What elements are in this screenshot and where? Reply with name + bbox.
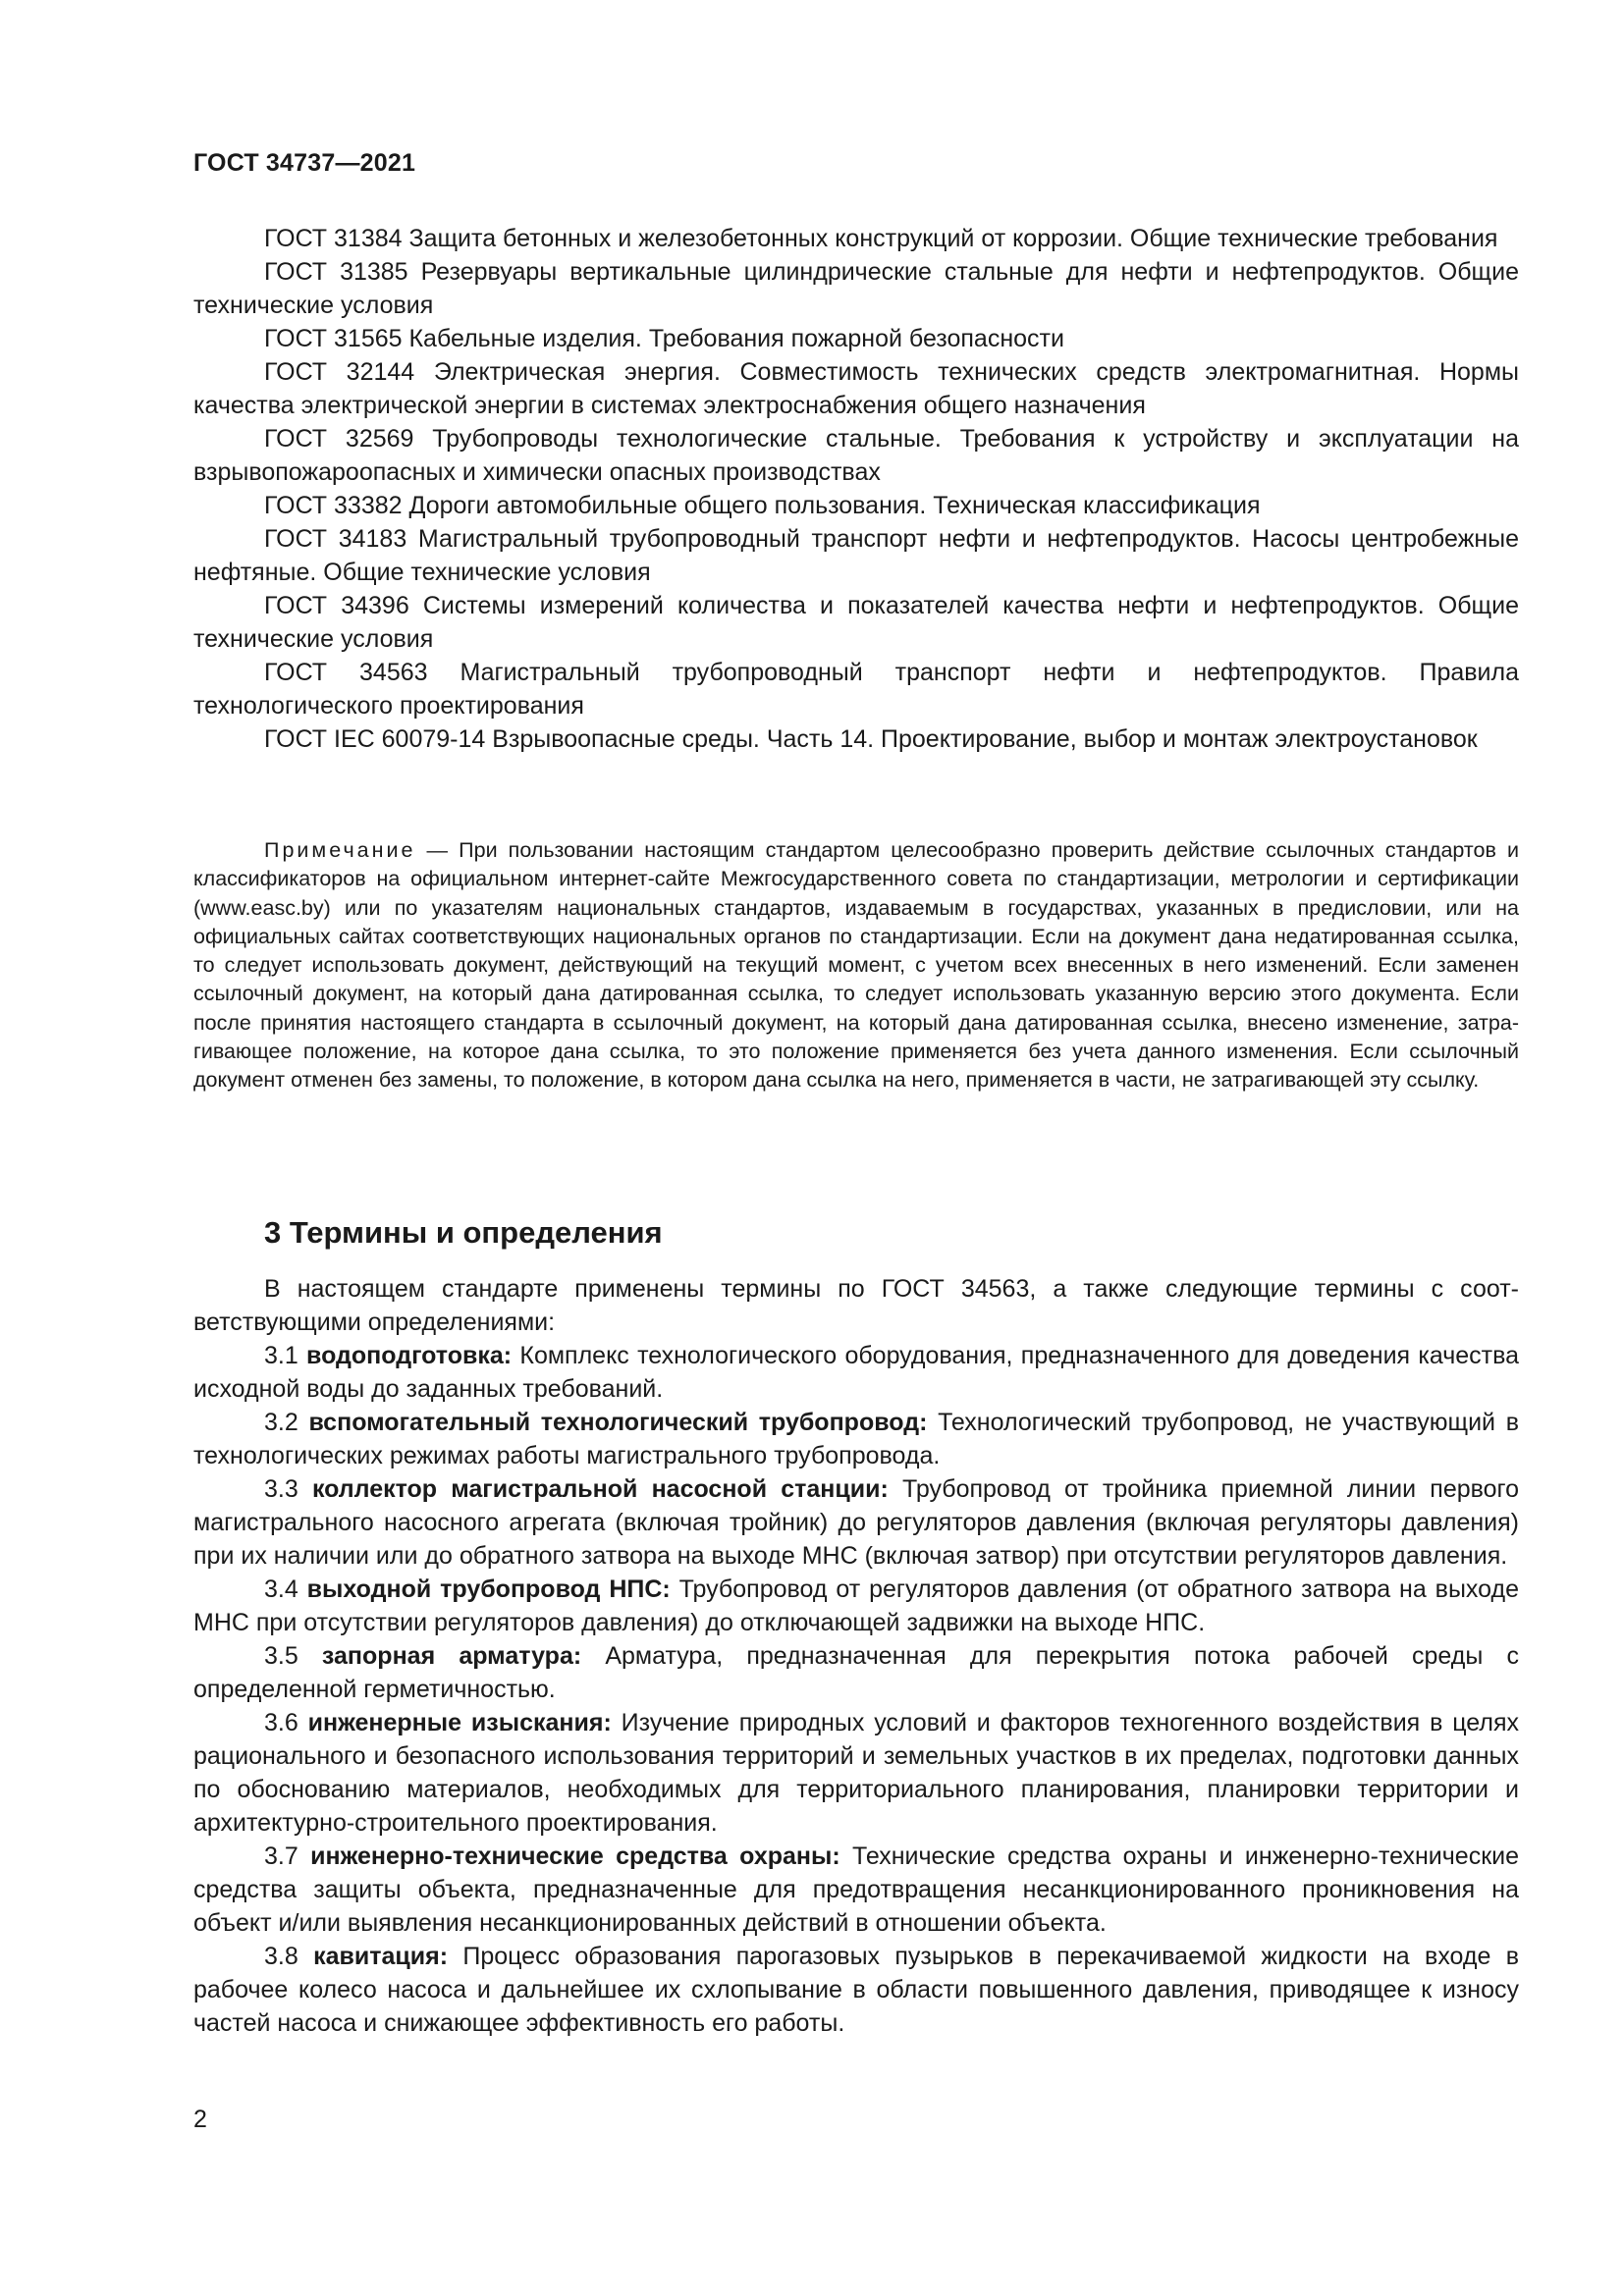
- term-definition: Арматура, предназначенная для перекрытия потока рабочей среды с определенной герметичностью.: [193, 1642, 1520, 1703]
- note-text: При пользовании настоящим стандартом целесообразно проверить действие ссылочных стандартов и классификаторов на официальном интернет-сайте Межгосударственного совета по стандартизации, метрологии и сертификации (www.easc.by) или по указателям национальных стандартов, издаваемым в государствах, указанных в предисловии, или на официальных сайтах соответствующих национальных органов по стандартизации. Если на документ дана недатированная ссылка, то следует использовать документ, действующий на текущий момент, с учетом всех внесенных в него изменений. Если заменен ссылочный документ, на который дана датированная ссылка, то следует использовать указанную версию этого документа. Если после принятия настоящего стандарта в ссылочный документ, на который дана датированная ссылка, внесено изменение, затрагивающее положение, на которое дана ссылка, то это положение применяется без учета данного изменения. Если ссылочный документ отменен без замены, то положение, в котором дана ссылка на него, применяется в части, не затрагивающей эту ссылку.: [193, 838, 1519, 1093]
- note-block: [193, 836, 1519, 1095]
- term-definition: Изучение природных условий и факторов техногенного воздействия в целях рационального и безопасного использования территорий и земельных участков в их пределах, подготовки данных по обоснованию материалов, необходимых для территориального планирования, планировки территории и архитектурно-строительного проектирования.: [193, 1709, 1519, 1837]
- term-name: вспомогательный технологический трубопровод:: [308, 1409, 928, 1436]
- reference-item: ГОСТ IEC 60079-14 Взрывоопасные среды. Часть 14. Проектирование, выбор и монтаж электроустановок: [264, 725, 1478, 753]
- term-definition: Процесс образования парогазовых пузырьков в перекачиваемой жидкости на входе в рабочее колесо насоса и дальнейшее их схлопывание в области повышенного давления, приводящее к износу частей насоса и снижающее эффективность его работы.: [193, 1943, 1519, 2037]
- note-label: Примечание: [264, 838, 416, 862]
- term-number: 3.6: [264, 1709, 308, 1736]
- term-number: 3.3: [264, 1475, 312, 1503]
- term-entry: [193, 1472, 1519, 1573]
- term-entry: [193, 1573, 1519, 1639]
- term-entry: [193, 1339, 1519, 1406]
- normative-references-list: [193, 222, 1519, 756]
- term-name: кавитация:: [313, 1943, 449, 1970]
- note-paragraph: [193, 836, 1519, 1095]
- term-entry: [193, 1706, 1519, 1840]
- reference-item: ГОСТ 31385 Резервуары вертикальные цилиндрические стальные для нефти и нефтепродуктов. Общие технические условия: [193, 258, 1519, 319]
- term-name: запорная арматура:: [321, 1642, 582, 1670]
- reference-item: ГОСТ 32144 Электрическая энергия. Совместимость технических средств электромагнитная. Нормы качества электрической энергии в системах электроснабжения общего назначения: [193, 358, 1519, 419]
- term-definition: Технологический трубопровод, не участвующий в технологических режимах работы магистрального трубопровода.: [193, 1409, 1519, 1469]
- term-number: 3.5: [264, 1642, 322, 1670]
- reference-item: ГОСТ 32569 Трубопроводы технологические стальные. Требования к устройству и эксплуатации на взрывопожароопасных и химически опасных производствах: [193, 425, 1519, 486]
- term-entry: [193, 1940, 1519, 2040]
- section-title: 3 Термины и определения: [264, 1215, 663, 1250]
- term-name: выходной трубопровод НПС:: [306, 1575, 671, 1603]
- term-name: инженерные изыскания:: [307, 1709, 612, 1736]
- term-name: водоподготовка:: [306, 1342, 513, 1369]
- term-entry: [193, 1840, 1519, 1940]
- term-definition: Технические средства охраны и инженерно-технические средства защиты объекта, предназначенные для предотвращения несанкционированного проникновения на объект и/или выявления несанкционированных действий в отношении объекта.: [193, 1842, 1519, 1937]
- section-intro: В настоящем стандарте применены термины по ГОСТ 34563, а также следующие термины с соответствующими определениями:: [193, 1275, 1519, 1336]
- terms-list: [193, 1272, 1519, 2040]
- reference-item: ГОСТ 34183 Магистральный трубопроводный транспорт нефти и нефтепродуктов. Насосы центробежные нефтяные. Общие технические условия: [193, 525, 1519, 586]
- note-dash: —: [415, 838, 460, 862]
- term-definition: Комплекс технологического оборудования, предназначенного для доведения качества исходной воды до заданных требований.: [193, 1342, 1519, 1403]
- reference-item: ГОСТ 34563 Магистральный трубопроводный транспорт нефти и нефтепродуктов. Правила технологического проектирования: [193, 659, 1519, 720]
- reference-item: ГОСТ 31565 Кабельные изделия. Требования пожарной безопасности: [264, 325, 1064, 352]
- term-number: 3.7: [264, 1842, 311, 1870]
- term-name: инженерно-технические средства охраны:: [310, 1842, 840, 1870]
- term-number: 3.2: [264, 1409, 309, 1436]
- term-definition: Трубопровод от тройника приемной линии первого магистрального насосного агрегата (включая тройник) до регуляторов давления (включая регуляторы давления) при их наличии или до обратного затвора на выходе МНС (включая затвор) при отсутствии регуляторов давления.: [193, 1475, 1520, 1570]
- term-number: 3.1: [264, 1342, 307, 1369]
- reference-item: ГОСТ 31384 Защита бетонных и железобетонных конструкций от коррозии. Общие технические требования: [264, 225, 1498, 252]
- reference-item: ГОСТ 33382 Дороги автомобильные общего пользования. Техническая классификация: [264, 492, 1261, 519]
- term-definition: Трубопровод от регуляторов давления (от обратного затвора на выходе МНС при отсутствии регуляторов давления) до отключающей задвижки на выходе НПС.: [193, 1575, 1519, 1636]
- term-name: коллектор магистральной насосной станции:: [311, 1475, 889, 1503]
- document-header: ГОСТ 34737—2021: [193, 149, 416, 177]
- page-number: 2: [193, 2106, 207, 2133]
- term-number: 3.4: [264, 1575, 307, 1603]
- term-number: 3.8: [264, 1943, 314, 1970]
- term-entry: [193, 1406, 1519, 1472]
- reference-item: ГОСТ 34396 Системы измерений количества и показателей качества нефти и нефтепродуктов. Общие технические условия: [193, 592, 1519, 653]
- term-entry: [193, 1639, 1519, 1706]
